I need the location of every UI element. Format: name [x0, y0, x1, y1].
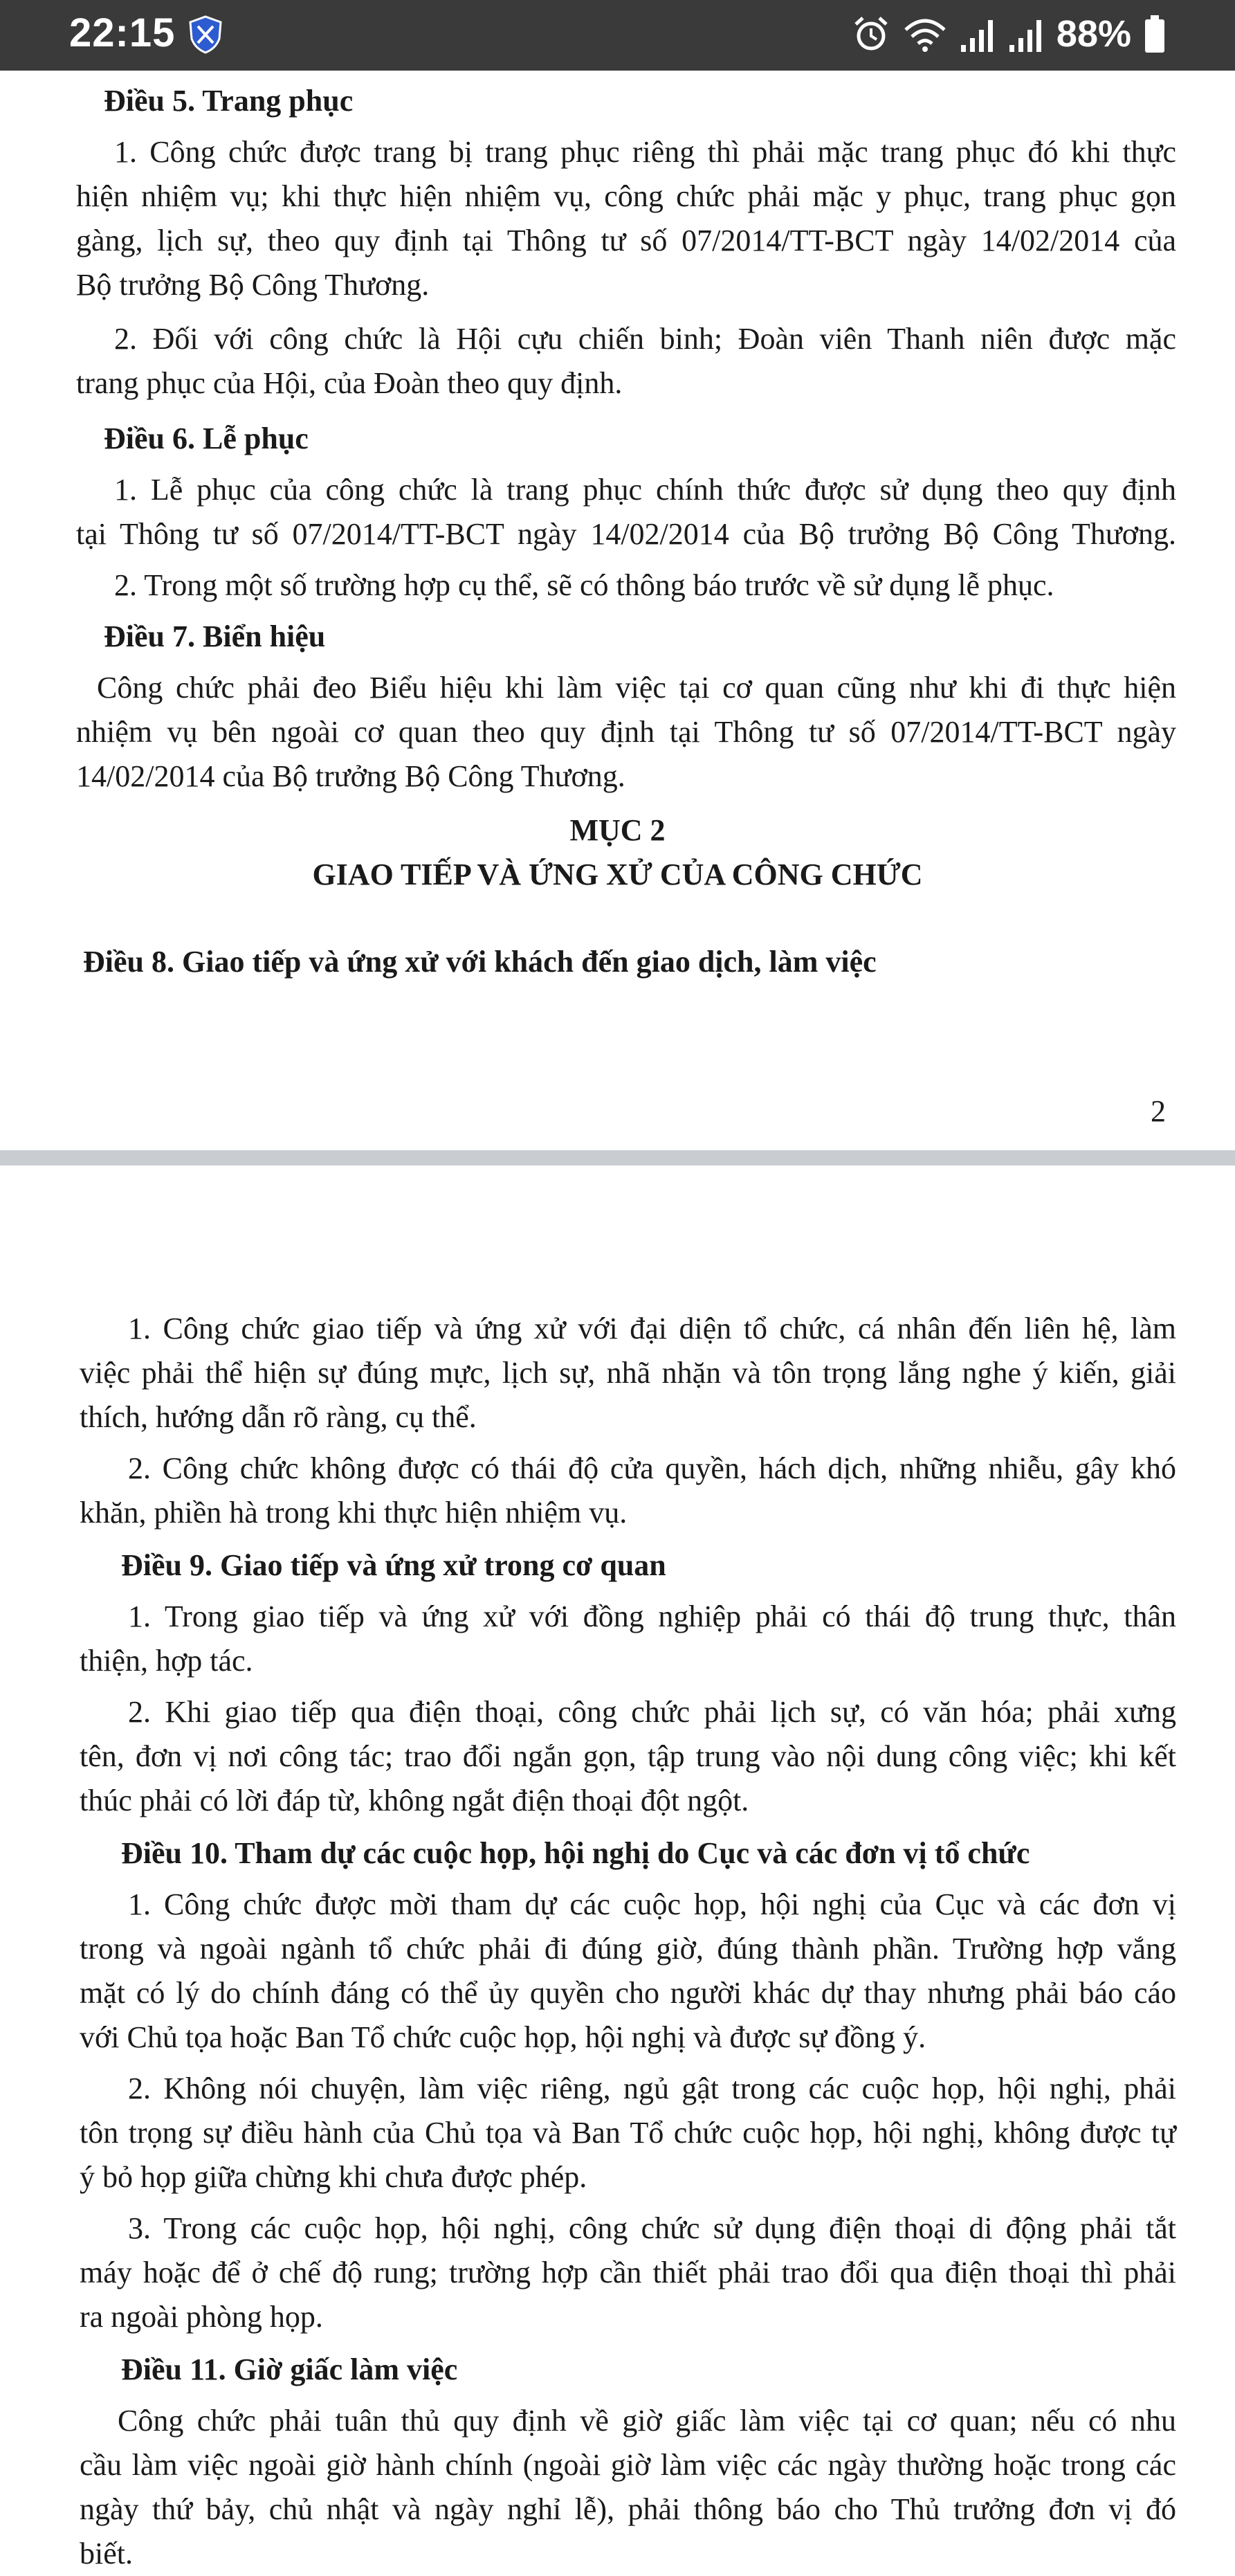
battery-icon: [1144, 14, 1166, 54]
status-bar: [0, 0, 1235, 71]
document-page-1: [0, 71, 1235, 1150]
article-5-line: 1. Công chức được trang bị trang phục riêng thì phải mặc trang phục đó khi thực: [114, 135, 1176, 169]
section-label: MỤC 2: [569, 813, 666, 847]
article-9-line: 1. Trong giao tiếp và ứng xử với đồng nghiệp phải có thái độ trung thực, thân: [128, 1599, 1176, 1633]
article-8-line: khăn, phiền hà trong khi thực hiện nhiệm vụ.: [80, 1496, 628, 1530]
shield-icon: [188, 15, 223, 54]
battery-percent: 88%: [1056, 13, 1131, 55]
article-5-title: Điều 5. Trang phục: [104, 84, 354, 118]
signal-icon: [960, 15, 996, 53]
article-5-line: trang phục của Hội, của Đoàn theo quy định.: [76, 366, 623, 400]
article-10-line: máy hoặc để ở chế độ rung; trường hợp cần thiết phải trao đổi qua điện thoại thì phải: [80, 2256, 1176, 2289]
article-11-line: cầu làm việc ngoài giờ hành chính (ngoài giờ làm việc các ngày thường hoặc trong các: [80, 2448, 1176, 2482]
article-9-line: tên, đơn vị nơi công tác; trao đổi ngắn gọn, tập trung vào nội dung công việc; khi kết: [80, 1739, 1176, 1773]
article-9-line: 2. Khi giao tiếp qua điện thoại, công chức phải lịch sự, có văn hóa; phải xưng: [128, 1695, 1176, 1729]
article-7-line: nhiệm vụ bên ngoài cơ quan theo quy định tại Thông tư số 07/2014/TT-BCT ngày: [76, 715, 1176, 749]
article-11-line: Công chức phải tuân thủ quy định về giờ giấc làm việc tại cơ quan; nếu có nhu: [118, 2404, 1176, 2438]
wifi-icon: [903, 15, 947, 53]
article-7-title: Điều 7. Biển hiệu: [104, 619, 326, 653]
article-8-line: 2. Công chức không được có thái độ cửa quyền, hách dịch, những nhiễu, gây khó: [128, 1451, 1176, 1485]
article-6-line: 1. Lễ phục của công chức là trang phục chính thức được sử dụng theo quy định: [114, 473, 1176, 507]
article-5-line: 2. Đối với công chức là Hội cựu chiến binh; Đoàn viên Thanh niên được mặc: [114, 322, 1176, 356]
article-6-title: Điều 6. Lễ phục: [104, 421, 309, 455]
page-number: 2: [1151, 1094, 1166, 1128]
article-5-line: gàng, lịch sự, theo quy định tại Thông tư số 07/2014/TT-BCT ngày 14/02/2014 của: [76, 224, 1176, 257]
article-11-line: biết.: [80, 2537, 133, 2570]
article-11-line: ngày thứ bảy, chủ nhật và ngày nghỉ lễ), phải thông báo cho Thủ trưởng đơn vị đó: [80, 2492, 1176, 2526]
article-10-line: tôn trọng sự điều hành của Chủ tọa và Ban Tổ chức cuộc họp, hội nghị, không được tự: [80, 2116, 1176, 2150]
section-title: GIAO TIẾP VÀ ỨNG XỬ CỦA CÔNG CHỨC: [312, 858, 923, 891]
article-5-line: hiện nhiệm vụ; khi thực hiện nhiệm vụ, công chức phải mặc y phục, trang phục gọn: [76, 179, 1176, 213]
article-10-line: với Chủ tọa hoặc Ban Tổ chức cuộc họp, hội nghị và được sự đồng ý.: [80, 2020, 926, 2054]
article-10-line: 1. Công chức được mời tham dự các cuộc họp, hội nghị của Cục và các đơn vị: [128, 1887, 1176, 1921]
article-7-line: Công chức phải đeo Biểu hiệu khi làm việc tại cơ quan cũng như khi đi thực hiện: [97, 671, 1176, 705]
page-separator: [0, 1150, 1235, 1165]
article-8-title: Điều 8. Giao tiếp và ứng xử với khách đến giao dịch, làm việc: [83, 945, 877, 979]
article-5-line: Bộ trưởng Bộ Công Thương.: [76, 268, 430, 302]
article-11-title: Điều 11. Giờ giấc làm việc: [121, 2352, 458, 2386]
article-9-title: Điều 9. Giao tiếp và ứng xử trong cơ quan: [121, 1548, 666, 1582]
alarm-icon: [852, 15, 890, 53]
article-8-line: 1. Công chức giao tiếp và ứng xử với đại diện tổ chức, cá nhân đến liên hệ, làm: [128, 1312, 1176, 1345]
article-6-line: tại Thông tư số 07/2014/TT-BCT ngày 14/02/2014 của Bộ trưởng Bộ Công Thương.: [76, 517, 1176, 551]
article-10-line: ý bỏ họp giữa chừng khi chưa được phép.: [80, 2160, 587, 2194]
article-10-title: Điều 10. Tham dự các cuộc họp, hội nghị do Cục và các đơn vị tổ chức: [121, 1836, 1030, 1870]
status-time: 22:15: [69, 10, 176, 55]
article-9-line: thiện, hợp tác.: [80, 1644, 253, 1678]
article-10-line: trong và ngoài ngành tổ chức phải đi đúng giờ, đúng thành phần. Trường hợp vắng: [80, 1932, 1176, 1966]
article-10-line: mặt có lý do chính đáng có thể ủy quyền cho người khác dự thay nhưng phải báo cáo: [80, 1976, 1176, 2010]
article-6-line: 2. Trong một số trường hợp cụ thể, sẽ có thông báo trước về sử dụng lễ phục.: [114, 568, 1054, 602]
article-10-line: 2. Không nói chuyện, làm việc riêng, ngủ gật trong các cuộc họp, hội nghị, phải: [128, 2071, 1176, 2105]
article-10-line: ra ngoài phòng họp.: [80, 2300, 323, 2334]
signal-icon: [1008, 15, 1044, 53]
article-8-line: thích, hướng dẫn rõ ràng, cụ thể.: [80, 1400, 477, 1434]
article-9-line: thúc phải có lời đáp từ, không ngắt điện thoại đột ngột.: [80, 1784, 749, 1817]
article-8-line: việc phải thể hiện sự đúng mực, lịch sự, nhã nhặn và tôn trọng lắng nghe ý kiến, giải: [80, 1356, 1176, 1390]
document-page-2: [0, 1165, 1235, 2570]
article-10-line: 3. Trong các cuộc họp, hội nghị, công chức sử dụng điện thoại di động phải tắt: [128, 2211, 1176, 2245]
article-7-line: 14/02/2014 của Bộ trưởng Bộ Công Thương.: [76, 759, 625, 793]
